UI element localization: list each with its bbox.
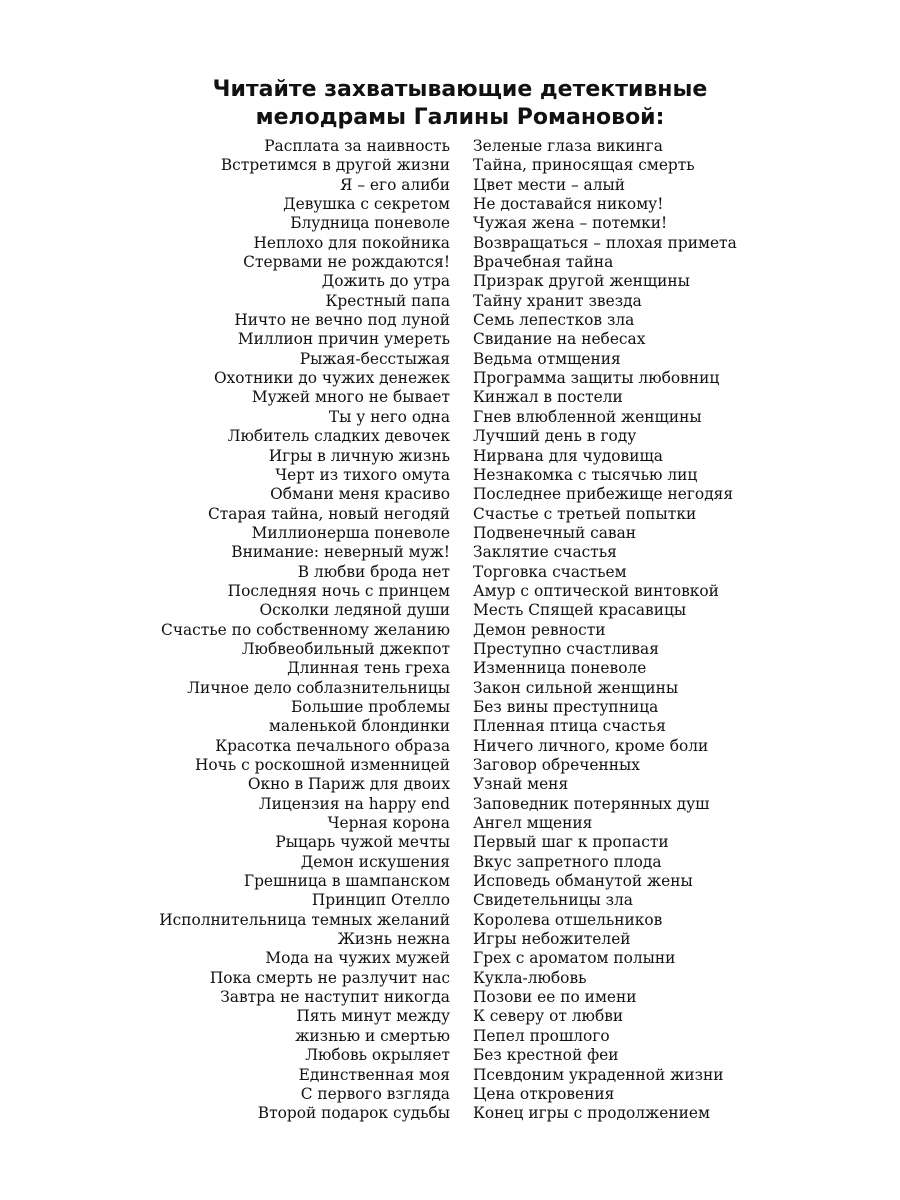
book-title: Позови ее по имени [473,988,637,1007]
book-title: Счастье по собственному желанию [161,620,450,639]
book-title: Старая тайна, новый негодяй [208,504,450,523]
book-title: Пленная птица счастья [473,717,666,736]
book-title: Пять минут между [296,1007,450,1026]
book-title: Миллион причин умереть [237,330,450,349]
book-title: Заклятие счастья [473,543,617,562]
book-title: Вкус запретного плода [473,852,662,871]
book-title: Второй подарок судьбы [257,1104,450,1123]
book-title: Ведьма отмщения [473,349,621,368]
book-title: Зеленые глаза викинга [473,137,663,155]
book-title: Врачебная тайна [473,253,614,272]
book-title: Демон искушения [300,852,450,871]
book-title: Игры небожителей [473,930,631,949]
book-title: Рыжая-бесстыжая [299,349,450,368]
book-title: Единственная моя [298,1065,450,1084]
book-title: Исповедь обманутой жены [473,872,693,891]
book-title: Окно в Париж для двоих [247,775,450,794]
book-title: Стервами не рождаются! [243,253,450,272]
book-title: Демон ревности [473,620,606,639]
book-title: Мужей много не бывает [251,388,450,407]
right-title-column [473,137,873,1124]
book-title: Королева отшельников [473,910,663,929]
book-title: Черная корона [327,814,450,833]
book-title: Чужая жена – потемки! [473,214,668,233]
book-title: Преступно счастливая [473,639,659,658]
book-title: Нирвана для чудовища [473,446,663,465]
book-title: Незнакомка с тысячью лиц [473,465,698,484]
book-title: Изменница поневоле [473,659,647,678]
book-title: Без вины преступница [473,697,659,716]
book-title: Черт из тихого омута [275,465,450,484]
book-title: Ничто не вечно под луной [234,311,450,330]
book-title: Конец игры с продолжением [473,1104,710,1123]
book-title: Любовь окрыляет [305,1046,450,1065]
book-title: Тайну хранит звезда [473,291,642,310]
book-title: Узнай меня [473,775,569,794]
book-title: Заговор обреченных [473,756,640,774]
book-title: Гнев влюбленной женщины [473,407,702,426]
book-title: Исполнительница темных желаний [159,910,450,929]
book-title: Свидетельницы зла [473,891,633,910]
book-title: С первого взгляда [300,1084,450,1103]
book-title: Свидание на небесах [473,330,646,349]
heading-line-1: Читайте захватывающие детективные [212,77,708,102]
book-title: Торговка счастьем [473,562,627,581]
book-title: Последнее прибежище негодяя [473,485,734,504]
book-title: Ничего личного, кроме боли [473,736,709,755]
book-title: Рыцарь чужой мечты [275,833,450,852]
book-title: В любви брода нет [297,562,450,581]
book-title: маленькой блондинки [268,717,450,736]
book-title: Без крестной феи [473,1046,619,1065]
book-title: жизнью и смертью [295,1026,450,1045]
book-title: Грех с ароматом полыни [473,949,676,968]
page-heading [0,76,900,132]
book-title: Дожить до утра [321,272,450,291]
book-title: Обмани меня красиво [270,485,450,504]
book-title: Личное дело соблазнительницы [187,678,450,697]
book-title: Девушка с секретом [283,195,450,214]
book-title: Миллионерша поневоле [251,523,450,542]
book-title: Пока смерть не разлучит нас [209,968,450,987]
book-title: Большие проблемы [290,697,450,716]
book-title: Цена откровения [473,1084,615,1103]
book-title: Мода на чужих мужей [265,949,450,968]
book-title: Любвеобильный джекпот [241,639,450,658]
book-title: Кукла-любовь [473,968,587,987]
book-title: Ночь с роскошной изменницей [194,756,450,774]
book-title: Последняя ночь с принцем [227,581,450,600]
book-title: Месть Спящей красавицы [473,601,687,620]
book-title: Длинная тень греха [287,659,450,678]
book-title: Пепел прошлого [473,1026,610,1045]
book-title: Закон сильной женщины [473,678,679,697]
book-title: Крестный папа [325,291,450,310]
book-title: Любитель сладких девочек [227,427,450,446]
book-title: Первый шаг к пропасти [473,833,669,852]
book-title: Счастье с третьей попытки [473,504,697,523]
book-title: Встретимся в другой жизни [220,156,450,175]
book-title: Жизнь нежна [337,930,450,949]
book-title: Призрак другой женщины [473,272,690,291]
book-title: Амур с оптической винтовкой [473,581,719,600]
book-title: Неплохо для покойника [253,233,450,252]
book-title: Семь лепестков зла [473,311,635,330]
book-title: Ты у него одна [328,407,450,426]
book-title: Заповедник потерянных душ [473,794,710,813]
book-title: Программа защиты любовниц [473,369,720,388]
book-title: Игры в личную жизнь [268,446,450,465]
book-title: Осколки ледяной души [259,601,450,620]
book-title: Красотка печального образа [215,736,450,755]
book-title: Лицензия на happy end [258,794,450,813]
book-title: Принцип Отелло [311,891,450,910]
book-title: Я – его алиби [340,175,450,194]
book-title: Ангел мщения [473,814,593,833]
book-title: Грешница в шампанском [243,872,450,891]
book-title: Цвет мести – алый [473,175,626,194]
left-title-column [100,137,450,1124]
book-title: Возвращаться – плохая примета [473,233,737,252]
heading-line-2: мелодрамы Галины Романовой: [255,105,665,130]
book-title: Тайна, приносящая смерть [473,156,695,175]
book-title: Лучший день в году [473,427,637,446]
book-title: Блудница поневоле [290,214,450,233]
book-title: Подвенечный саван [473,523,637,542]
book-title: Охотники до чужих денежек [213,369,450,388]
book-title: Завтра не наступит никогда [220,988,450,1007]
book-title: Псевдоним украденной жизни [473,1065,724,1084]
book-title: Не доставайся никому! [473,195,664,214]
book-title: К северу от любви [473,1007,624,1026]
book-title: Внимание: неверный муж! [231,543,450,562]
book-title: Расплата за наивность [264,137,450,155]
book-title: Кинжал в постели [473,388,623,407]
